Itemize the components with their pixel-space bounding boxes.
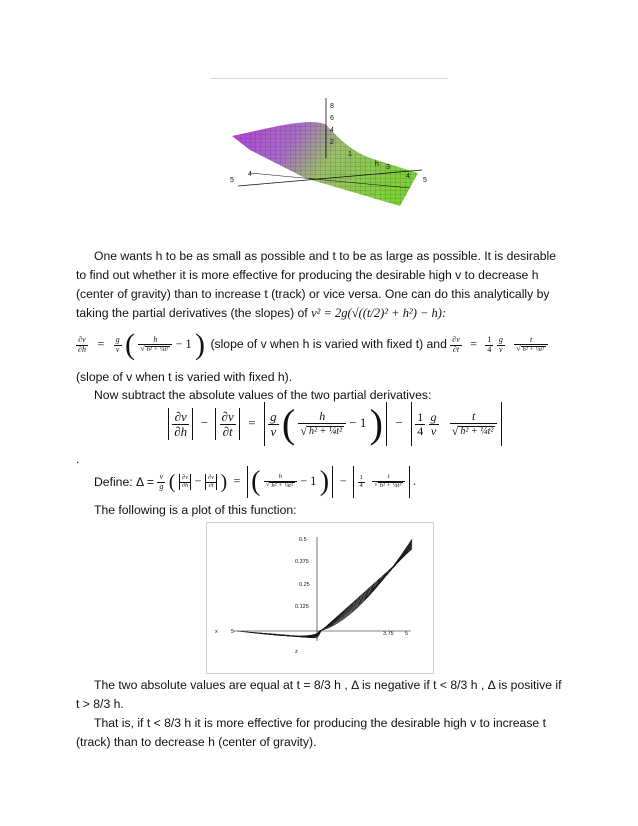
plot-curve: [269, 543, 412, 637]
x-tick: 5: [405, 631, 409, 637]
z-tick: 2: [330, 139, 334, 146]
plot-curves: [237, 539, 412, 638]
minus-one: − 1: [175, 337, 192, 352]
one-quarter: $\frac{1}{4}$: [487, 335, 492, 354]
dv-dt: $\frac{\partial v}{\partial t}$: [452, 335, 460, 354]
subtract-text: Now subtract the absolute values of the two partial derivatives:: [94, 388, 432, 402]
derivative-line: $\frac{\partial v}{\partial h}$ = $\frac{g}{v}$ ( $\frac{h}{\text{√ h² + ¼t²}}$ − 1 ) (slope of v when h is varied with fixed t) and $\frac{\partial v}{\partial t}$ = $\frac{1}{4}$ $\frac{g}{v}$ $\frac{t}{\text{√ h² + ¼t²}}$: [76, 330, 576, 366]
conclusion-1-text: The two absolute values are equal at t = 8/3 h , Δ is negative if t < 8/3 h , Δ is positive if t > 8/3 h.: [76, 678, 562, 711]
x-label: x: [215, 629, 218, 635]
plot-intro-text: The following is a plot of this function:: [94, 503, 297, 517]
slope-h-text: (slope of v when h is varied with fixed t) and: [210, 337, 447, 352]
g-over-v: $\frac{g}{v}$: [115, 335, 120, 354]
function-plot: [206, 522, 434, 674]
y-tick: 0.375: [295, 559, 309, 565]
plot-curve: [301, 547, 412, 637]
plot-curve: [274, 544, 412, 637]
plot-curve: [292, 546, 412, 637]
y-tick: 0.25: [299, 582, 310, 588]
z-tick: 4: [330, 127, 334, 134]
plot-curve: [246, 540, 412, 636]
bottom-label: z: [295, 649, 298, 655]
slope-t-text: (slope of v when t is varied with fixed h).: [76, 370, 293, 384]
axis-label: h: [375, 161, 379, 168]
intro-equation: v² = 2g(√((t/2)² + h²) − h):: [311, 306, 447, 320]
dv-dh: $\frac{\partial v}{\partial h}$: [78, 335, 86, 354]
g-over-v-2: $\frac{g}{v}$: [498, 335, 503, 354]
t-over-root: $\frac{t}{\text{√ h² + ¼t²}}$: [514, 336, 548, 354]
axis-label: 5: [230, 177, 234, 184]
paragraph-intro: [76, 247, 566, 323]
intro-text: One wants h to be as small as possible and t to be as large as possible. It is desirable to find out whether it is more effective for producing the desirable high v to decrease h (center of gravity) than to increase t (track) or vice versa. One can do this analytically by taking the partial derivatives (the slopes) of: [76, 249, 557, 320]
axis-label: 5: [423, 177, 427, 184]
y-tick: 0.5: [299, 537, 307, 543]
axis-label: 3: [386, 164, 390, 171]
axis-label: 1: [348, 151, 352, 158]
conclusion-2-text: That is, if t < 8/3 h it is more effective for producing the desirable high v to increase t (track) than to decrease h (center of gravity).: [76, 716, 546, 749]
conclusion-2: [76, 714, 566, 752]
x-tick: 5: [231, 629, 235, 635]
plot-curve: [237, 539, 412, 636]
stray-dot: .: [76, 452, 80, 466]
axis-label: 4: [248, 171, 252, 178]
define-label: Define: Δ =: [94, 475, 154, 489]
surface-plot: [210, 78, 448, 240]
y-tick: 0.125: [295, 604, 309, 610]
abs-difference-equation: $\frac{\partial v}{\partial h}$ − $\frac{\partial v}{\partial t}$ = $\frac{g}{v}$ ( $\frac{h}{\text{√ h² + ¼t²}}$ − 1 ) − $\frac{1}{4}$ $\frac{g}{v}$ $\frac{t}{\text{√ h² + ¼t²}}$: [168, 402, 502, 450]
axis-label: 4: [406, 173, 410, 180]
plot-curve: [297, 547, 412, 638]
x-tick: 3.75: [383, 631, 394, 637]
z-tick: 8: [330, 103, 334, 110]
surface-plot-svg: [210, 78, 448, 240]
plot-curve: [242, 540, 412, 637]
function-plot-svg: [207, 523, 433, 673]
plot-curve: [306, 548, 412, 638]
z-tick: 6: [330, 115, 334, 122]
conclusion-1: [76, 676, 566, 714]
h-over-root: $\frac{h}{\text{√ h² + ¼t²}}$: [138, 336, 172, 354]
define-line: Define: Δ = $\frac{v}{g}$ ( $\frac{\partial v}{\partial h}$ − $\frac{\partial v}{\partial t}$ ) = ( $\frac{h}{\text{√ h² + ¼t²}}$ − 1 ) − $\frac{1}{4}$ $\frac{t}{\text{√ h² + ¼t²}}$ .: [94, 466, 417, 497]
